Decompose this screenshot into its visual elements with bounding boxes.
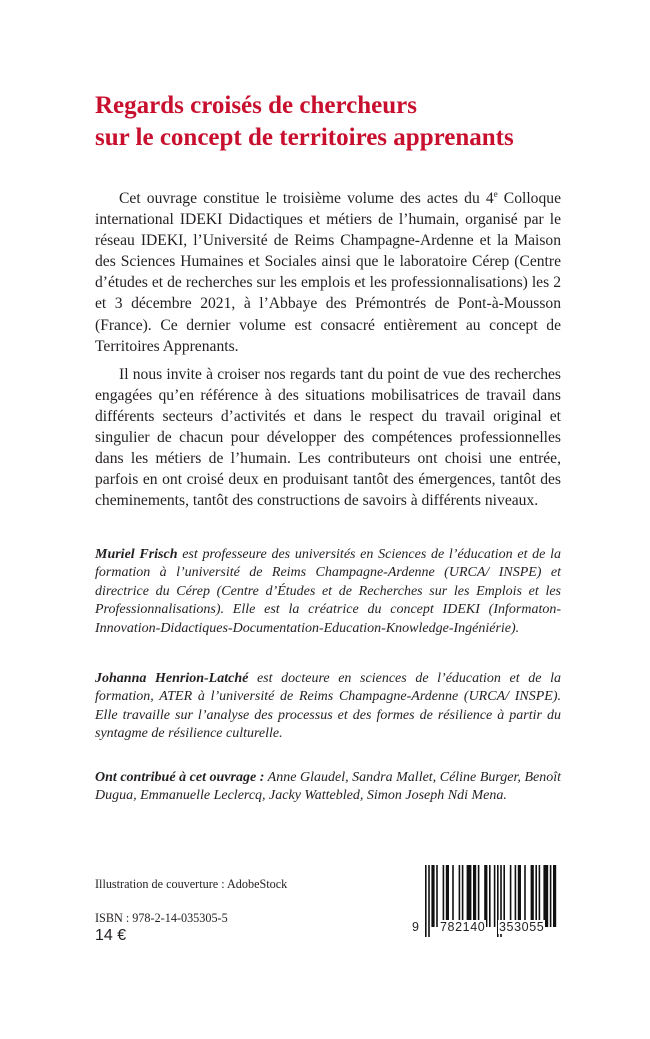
price: 14 € <box>95 927 127 944</box>
barcode-bar <box>446 865 449 927</box>
abstract-p1-start: Cet ouvrage constitue le troisième volume des actes du 4 <box>119 190 494 207</box>
barcode-bar <box>531 865 534 927</box>
contributors-label: Ont contribué à cet ouvrage : <box>95 770 265 785</box>
barcode-bar <box>510 865 512 927</box>
barcode-bar <box>459 865 461 927</box>
abstract-paragraph-1 <box>95 188 561 357</box>
barcode-bar <box>539 865 541 927</box>
author-bio-text: est docteure en sciences de l’éducation et de la formation, ATER à l’université de Reims Champagne-Ardenne (URCA/ INSPE). Elle travaille sur l’analyse des processus et des formes de résilience à partir du syntagme de résilience culturelle. <box>95 671 561 742</box>
barcode-bar <box>503 865 505 927</box>
barcode-bar <box>462 865 464 927</box>
barcode-bar <box>436 865 438 927</box>
title-line-2: sur le concept de territoires apprenants <box>95 124 514 151</box>
author-name: Johanna Henrion-Latché <box>95 671 249 686</box>
barcode-digits <box>411 920 561 938</box>
barcode-bar <box>478 865 480 927</box>
barcode-digit-first: 9 <box>412 920 419 934</box>
author-bio-text: est professeure des universités en Sciences de l’éducation et de la formation à l’université de Reims Champagne-Ardenne (URCA/ INSPE) et directrice du Cérep (Centre d’Études et de Recherches sur les Emplois et les Professionnalisations). Elle est la créatrice du concept IDEKI (Informaton-Innovation-Didactiques-Documentation-Education-Knowledge-Ingéniérie). <box>95 547 561 636</box>
abstract-p1-rest: Colloque international IDEKI Didactiques et métiers de l’humain, organisé par le réseau IDEKI, l’Université de Reims Champagne-Ardenne et la Maison des Sciences Humaines et Sociales ainsi que le laboratoire Cérep (Centre d’études et de recherches sur les emplois et les professionnalisations) les 2 et 3 décembre 2021, à l’Abbaye des Prémontrés de Pont-à-Mousson (France). Ce dernier volume est consacré entièrement au concept de Territoires Apprenants. <box>95 190 561 355</box>
barcode-bar <box>553 865 556 927</box>
barcode-bar <box>494 865 496 927</box>
contributors <box>95 769 561 806</box>
author-name: Muriel Frisch <box>95 547 178 562</box>
bio-muriel-frisch <box>95 546 561 638</box>
barcode-bar <box>543 865 548 927</box>
contributors-list: Anne Glaudel, Sandra Mallet, Céline Burger, Benoît Dugua, Emmanuelle Leclercq, Jacky Wattebled, Simon Joseph Ndi Mena. <box>95 770 561 804</box>
ean-barcode <box>411 865 561 945</box>
barcode-bar <box>484 865 487 927</box>
barcode-bar <box>550 865 552 927</box>
bio-johanna-henrion-latche <box>95 670 561 744</box>
barcode-bar <box>518 865 521 927</box>
barcode-bar <box>431 865 434 927</box>
barcode-bar <box>489 865 491 927</box>
barcode-bar <box>535 865 537 927</box>
barcode-bar <box>473 865 476 927</box>
cover-illustration-credit: Illustration de couverture : AdobeStock <box>95 877 288 891</box>
barcode-bar <box>515 865 517 927</box>
abstract-paragraph-2: Il nous invite à croiser nos regards tant du point de vue des recherches engagées qu’en référence à des situations mobilisatrices de travail dans différents secteurs d’activités et dans le respect du travail original et singulier de chacun pour développer des compétences professionnelles dans les métiers de l’humain. Les contributeurs ont choisi une entrée, parfois en ont croisé deux en produisant tantôt des émergences, tantôt des cheminements, tantôt des constructions de savoirs à différents niveaux. <box>95 365 561 510</box>
book-title <box>95 90 595 154</box>
ordinal-superscript: e <box>493 188 498 199</box>
barcode-bar <box>524 865 526 927</box>
barcode-bar <box>443 865 445 927</box>
barcode-bar <box>452 865 454 927</box>
isbn: ISBN : 978-2-14-035305-5 <box>95 911 228 925</box>
title-line-1: Regards croisés de chercheurs <box>95 92 417 119</box>
barcode-digits-left: 782140 <box>440 920 486 934</box>
abstract <box>95 188 561 518</box>
barcode-digits-right: 353055 <box>499 920 545 934</box>
barcode-bar <box>467 865 472 927</box>
